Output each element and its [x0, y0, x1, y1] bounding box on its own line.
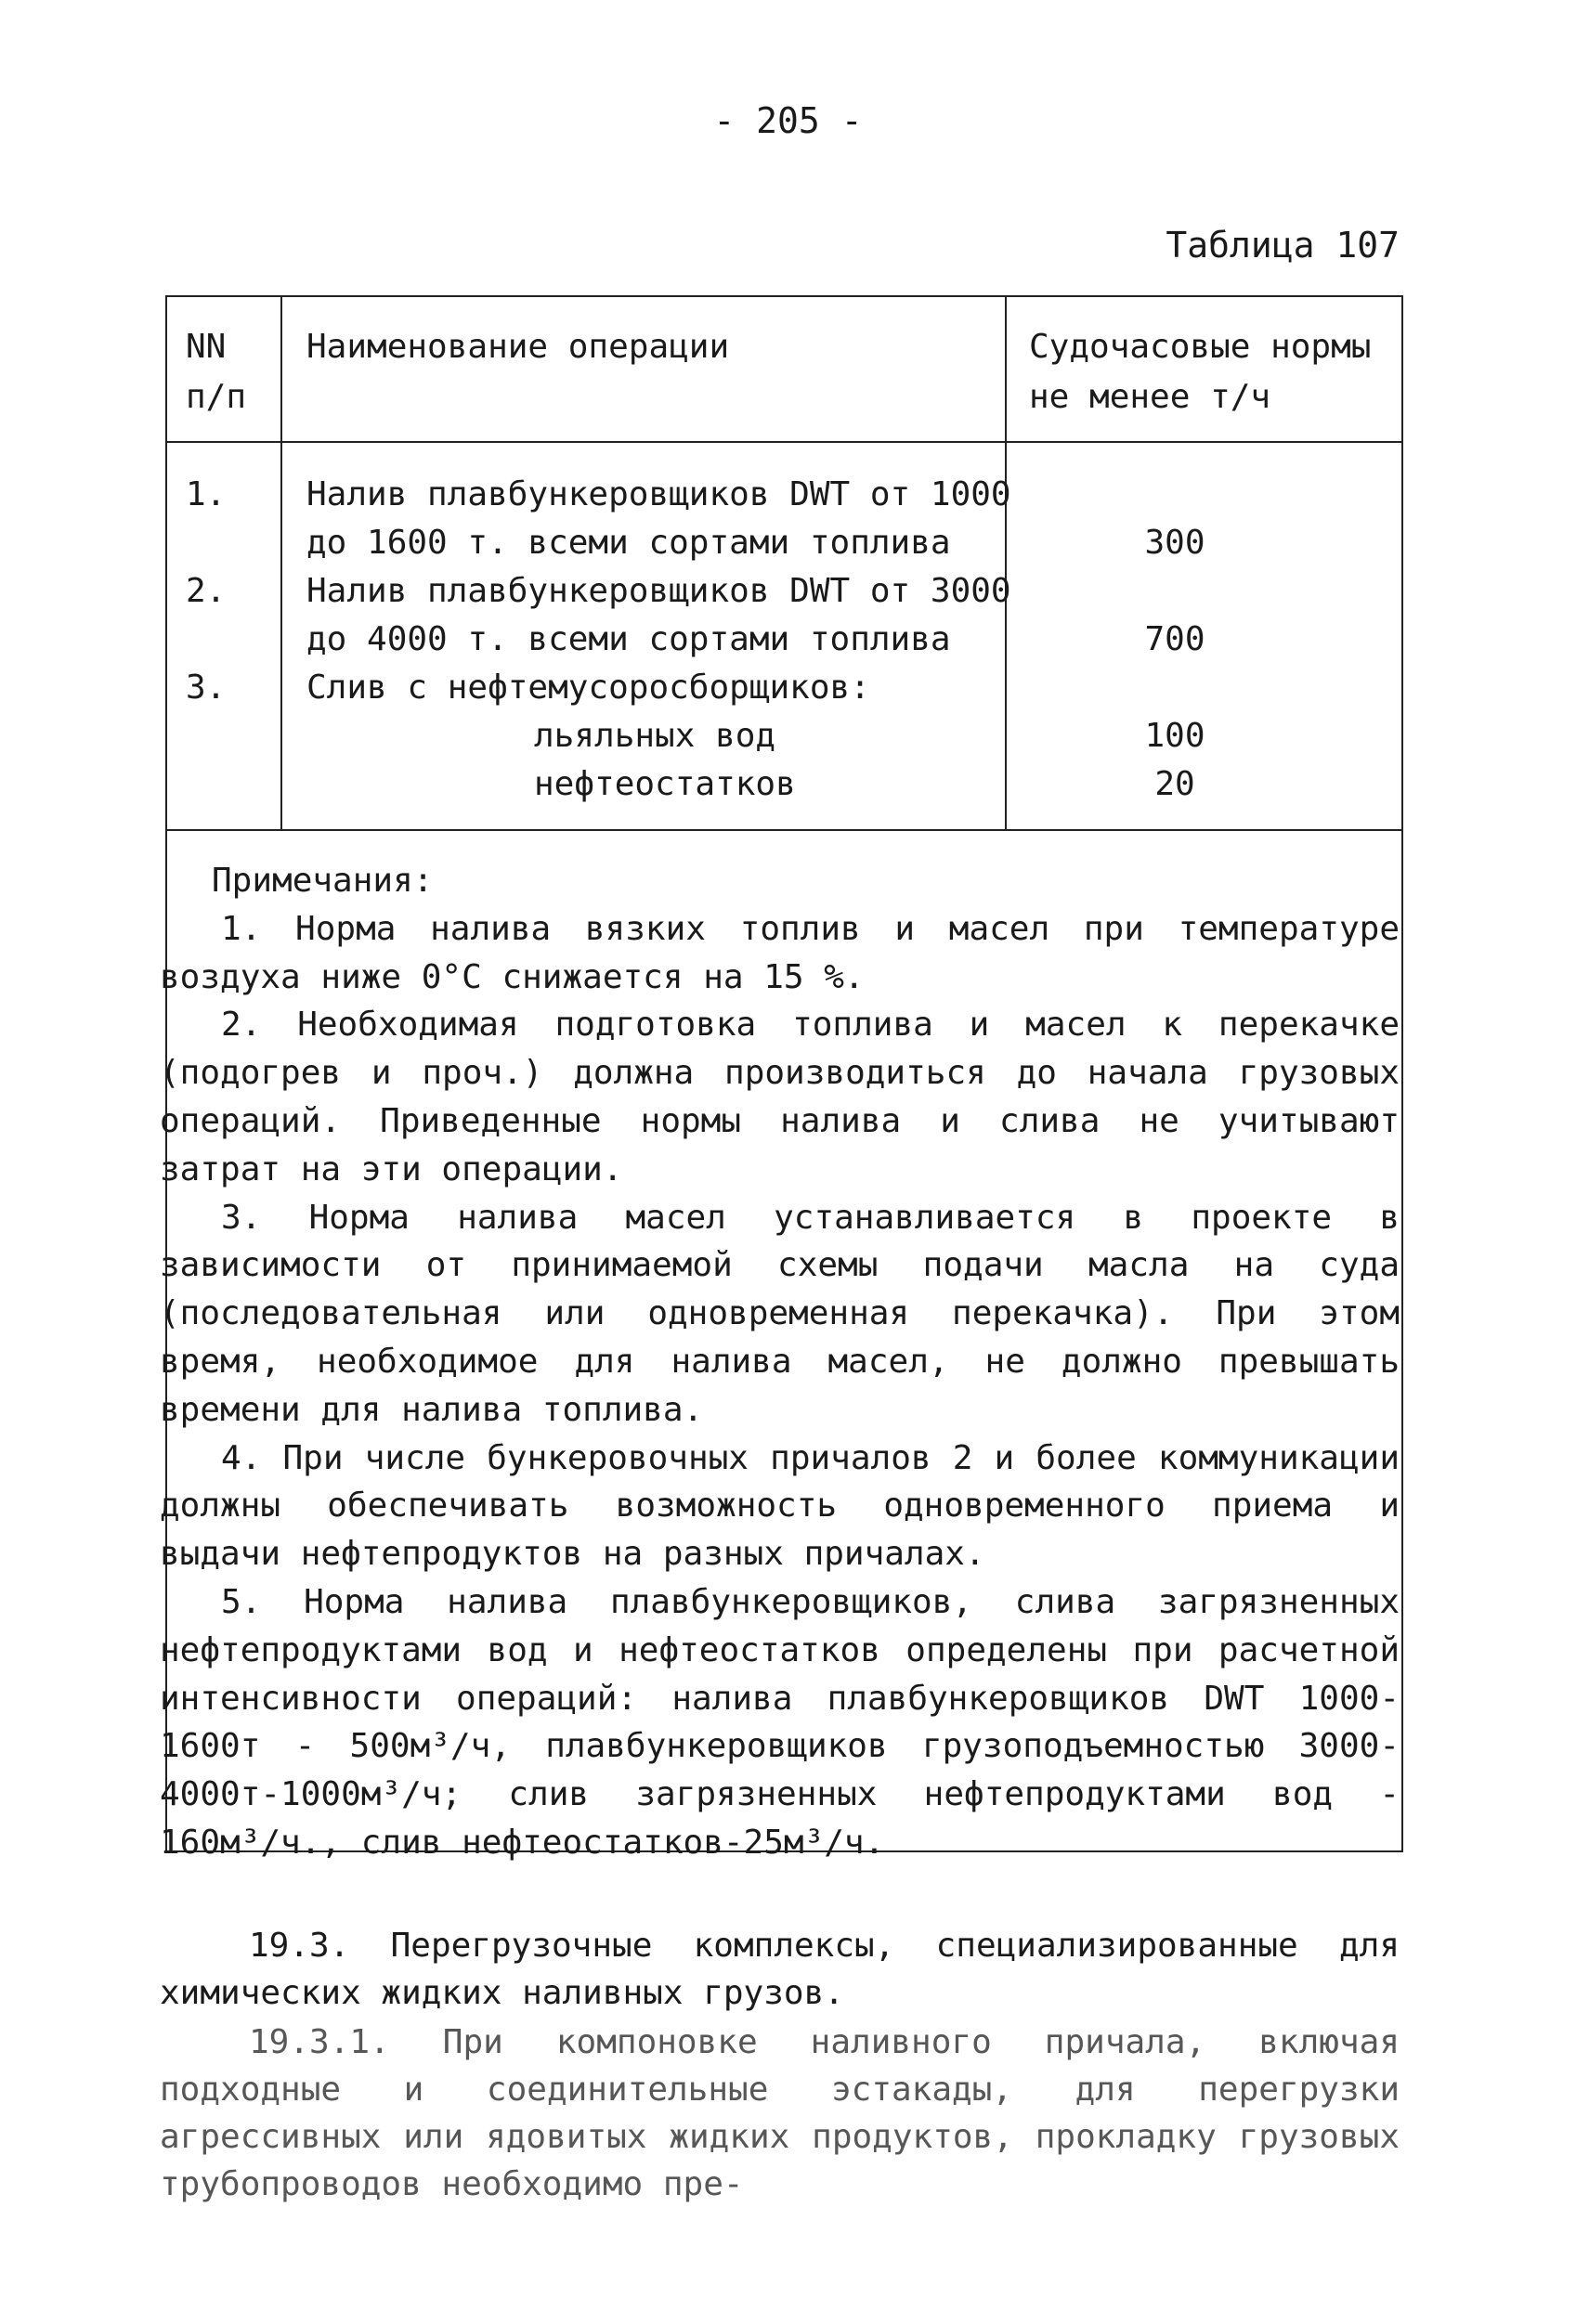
- note-1: 1. Норма налива вязких топлив и масел при температуре воздуха ниже 0°С снижается на 15 %.: [160, 909, 1400, 996]
- row-3-sub-2-value: 20: [1154, 765, 1195, 803]
- header-num-line1: NN: [186, 328, 227, 366]
- table-header-divider: [165, 441, 1403, 443]
- body-text: [160, 1922, 1400, 2208]
- row-3-sub-1-value: 100: [1144, 717, 1205, 755]
- row-3-sub-2-label: нефтеостатков: [534, 765, 796, 803]
- row-2-num: 2.: [186, 572, 227, 610]
- section-19-3-heading: 19.3. Перегрузочные комплексы, специализированные для химических жидких наливных грузов.: [160, 1927, 1400, 2012]
- header-norm-line2: не менее т/ч: [1029, 378, 1271, 416]
- row-1-op-line2: до 1600 т. всеми сортами топлива: [306, 524, 951, 562]
- section-19-3-1-paragraph: 19.3.1. При компоновке наливного причала, включая подходные и соединительные эстакады, для перегрузки агрессивных или ядовитых жидких продуктов, прокладку грузовых трубопроводов необходимо пре-: [160, 2023, 1400, 2203]
- header-operation: Наименование операции: [306, 328, 730, 366]
- header-norm-line1: Судочасовые нормы: [1029, 328, 1372, 366]
- header-num-line2: п/п: [186, 378, 247, 416]
- note-4: 4. При числе бункеровочных причалов 2 и более коммуникации должны обеспечивать возможность одновременного приема и выдачи нефтепродуктов на разных причалах.: [160, 1438, 1400, 1574]
- notes-title: Примечания:: [212, 862, 434, 900]
- row-3-op-line1: Слив с нефтемусоросборщиков:: [306, 669, 870, 707]
- row-2-value: 700: [1144, 620, 1205, 658]
- table-right-border: [1401, 295, 1403, 1850]
- notes-section: [160, 857, 1400, 1867]
- table-body-bottom-border: [165, 829, 1403, 831]
- table-caption: Таблица 107: [1166, 225, 1400, 266]
- row-2-op-line2: до 4000 т. всеми сортами топлива: [306, 620, 951, 658]
- page-number: - 205 -: [713, 100, 863, 141]
- note-2: 2. Необходимая подготовка топлива и масел к перекачке (подогрев и проч.) должна производиться до начала грузовых операций. Приведенные нормы налива и слива не учитывают затрат на эти операции.: [160, 1006, 1400, 1188]
- row-1-value: 300: [1144, 524, 1205, 562]
- row-2-op-line1: Налив плавбункеровщиков DWT от 3000: [306, 572, 1011, 610]
- column-divider-1: [280, 295, 282, 829]
- table-top-border: [165, 295, 1403, 297]
- column-divider-2: [1005, 295, 1007, 829]
- note-5: 5. Норма налива плавбункеровщиков, слива загрязненных нефтепродуктами вод и нефтеостатков определены при расчетной интенсивности операций: налива плавбункеровщиков DWT 1000-1600т - 500м³/ч, плавбункеровщиков грузоподъемностью 3000-4000т-1000м³/ч; слив загрязненных нефтепродуктами вод - 160м³/ч., слив нефтеостатков-25м³/ч.: [160, 1582, 1400, 1862]
- note-3: 3. Норма налива масел устанавливается в проекте в зависимости от принимаемой схемы подачи масла на суда (последовательная или одновременная перекачка). При этом время, необходимое для налива масел, не должно превышать времени для налива топлива.: [160, 1198, 1400, 1429]
- row-3-sub-1-label: льяльных вод: [534, 717, 776, 755]
- row-1-op-line1: Налив плавбункеровщиков DWT от 1000: [306, 475, 1011, 513]
- row-1-num: 1.: [186, 475, 227, 513]
- row-3-num: 3.: [186, 669, 227, 707]
